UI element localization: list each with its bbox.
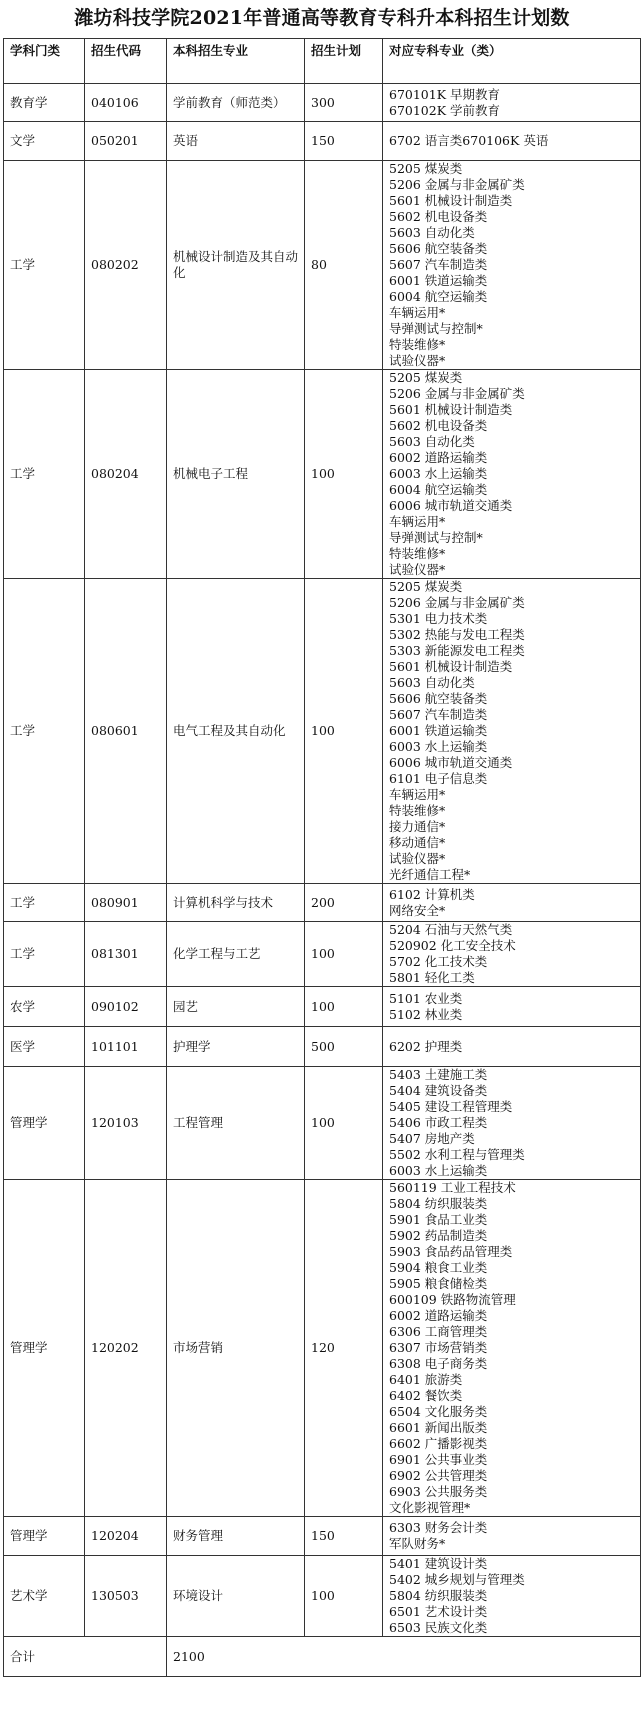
college-major-item: 试验仪器* [389,851,446,866]
college-major-item: 5601 机械设计制造类 [389,193,513,208]
total-value: 2100 [167,1637,641,1677]
row-code: 080204 [85,370,167,579]
table-row [4,122,641,161]
college-major-item: 导弹测试与控制* [389,530,483,545]
row-code: 080901 [85,884,167,922]
row-college-majors [383,161,641,370]
college-major-item: 520902 化工安全技术 [389,938,516,953]
row-category: 工学 [4,884,85,922]
header-plan: 招生计划 [305,39,383,84]
college-major-item: 5405 建设工程管理类 [389,1099,513,1114]
row-major: 环境设计 [167,1556,305,1637]
college-major-item: 车辆运用* [389,787,446,802]
row-college-majors [383,84,641,122]
enrollment-plan-table [3,38,641,1677]
table-row [4,370,641,579]
college-major-item: 5101 农业类 [389,990,463,1006]
college-major-item: 网络安全* [389,902,446,918]
row-code: 120204 [85,1517,167,1556]
row-category: 艺术学 [4,1556,85,1637]
row-college-majors [383,922,641,987]
college-major-item: 6006 城市轨道交通类 [389,498,513,513]
college-major-item: 6003 水上运输类 [389,466,488,481]
college-major-item: 5902 药品制造类 [389,1228,488,1243]
row-category: 管理学 [4,1517,85,1556]
college-major-item: 5502 水利工程与管理类 [389,1147,525,1162]
college-major-item: 6307 市场营销类 [389,1340,488,1355]
college-major-item: 6004 航空运输类 [389,482,488,497]
college-major-item: 5804 纺织服装类 [389,1588,488,1603]
row-plan: 100 [305,987,383,1027]
row-plan: 100 [305,1067,383,1180]
college-major-item: 6202 护理类 [389,1038,463,1054]
college-major-item: 6401 旅游类 [389,1372,463,1387]
row-college-majors [383,1517,641,1556]
header-major: 本科招生专业 [167,39,305,84]
college-major-item: 6003 水上运输类 [389,739,488,754]
row-code: 090102 [85,987,167,1027]
college-major-item: 6002 道路运输类 [389,1308,488,1323]
college-major-item: 5406 市政工程类 [389,1115,488,1130]
row-code: 130503 [85,1556,167,1637]
college-major-item: 5602 机电设备类 [389,209,488,224]
college-major-item: 600109 铁路物流管理 [389,1292,516,1307]
college-major-item: 导弹测试与控制* [389,321,483,336]
college-major-item: 5403 土建施工类 [389,1067,488,1082]
college-major-item: 6003 水上运输类 [389,1163,488,1178]
college-major-item: 5903 食品药品管理类 [389,1244,513,1259]
college-major-item: 6303 财务会计类 [389,1520,488,1535]
college-major-item: 6306 工商管理类 [389,1324,488,1339]
row-major: 市场营销 [167,1180,305,1517]
table-row [4,84,641,122]
table-row [4,1180,641,1517]
college-major-item: 5205 煤炭类 [389,161,463,176]
college-major-item: 5206 金属与非金属矿类 [389,595,525,610]
college-major-item: 5804 纺织服装类 [389,1196,488,1211]
table-header-row [4,39,641,84]
college-major-item: 670102K 学前教育 [389,102,501,118]
row-major: 机械设计制造及其自动化 [167,161,305,370]
college-major-item: 5601 机械设计制造类 [389,402,513,417]
row-college-majors [383,370,641,579]
college-major-item: 接力通信* [389,819,446,834]
row-category: 管理学 [4,1180,85,1517]
college-major-item: 5607 汽车制造类 [389,707,488,722]
row-major: 英语 [167,122,305,161]
college-major-item: 5407 房地产类 [389,1131,475,1146]
college-major-item: 560119 工业工程技术 [389,1180,516,1195]
college-major-item: 5904 粮食工业类 [389,1260,488,1275]
college-major-item: 6602 广播影视类 [389,1436,488,1451]
row-major: 护理学 [167,1027,305,1067]
row-plan: 100 [305,1556,383,1637]
row-college-majors [383,1556,641,1637]
college-major-item: 5404 建筑设备类 [389,1083,488,1098]
row-major: 园艺 [167,987,305,1027]
row-major: 机械电子工程 [167,370,305,579]
row-college-majors [383,987,641,1027]
row-college-majors [383,1027,641,1067]
college-major-item: 军队财务* [389,1536,446,1551]
row-plan: 200 [305,884,383,922]
college-major-item: 6308 电子商务类 [389,1356,488,1371]
college-major-item: 特装维修* [389,803,446,818]
row-category: 工学 [4,370,85,579]
table-row [4,922,641,987]
college-major-item: 6501 艺术设计类 [389,1604,488,1619]
college-major-item: 文化影视管理* [389,1500,471,1515]
row-plan: 300 [305,84,383,122]
row-major: 电气工程及其自动化 [167,579,305,884]
college-major-item: 6402 餐饮类 [389,1388,463,1403]
college-major-item: 6001 铁道运输类 [389,723,488,738]
row-plan: 80 [305,161,383,370]
college-major-item: 5102 林业类 [389,1006,463,1022]
row-category: 医学 [4,1027,85,1067]
college-major-item: 5901 食品工业类 [389,1212,488,1227]
row-major: 学前教育（师范类） [167,84,305,122]
college-major-item: 5206 金属与非金属矿类 [389,386,525,401]
row-code: 080601 [85,579,167,884]
college-major-item: 特装维修* [389,546,446,561]
college-major-item: 5607 汽车制造类 [389,257,488,272]
table-row [4,161,641,370]
college-major-item: 试验仪器* [389,562,446,577]
college-major-item: 移动通信* [389,835,446,850]
row-plan: 500 [305,1027,383,1067]
college-major-item: 6102 计算机类 [389,886,475,902]
college-major-item: 5603 自动化类 [389,225,475,240]
college-major-item: 6504 文化服务类 [389,1404,488,1419]
college-major-item: 特装维修* [389,337,446,352]
row-college-majors [383,1180,641,1517]
college-major-item: 5301 电力技术类 [389,611,488,626]
college-major-item: 车辆运用* [389,514,446,529]
college-major-item: 5303 新能源发电工程类 [389,643,525,658]
total-row [4,1637,641,1677]
row-code: 120103 [85,1067,167,1180]
row-code: 101101 [85,1027,167,1067]
row-college-majors [383,579,641,884]
table-row [4,1027,641,1067]
row-category: 教育学 [4,84,85,122]
table-row [4,987,641,1027]
college-major-item: 试验仪器* [389,353,446,368]
row-plan: 100 [305,922,383,987]
row-category: 文学 [4,122,85,161]
college-major-item: 5205 煤炭类 [389,579,463,594]
header-code: 招生代码 [85,39,167,84]
college-major-item: 5603 自动化类 [389,675,475,690]
college-major-item: 6903 公共服务类 [389,1484,488,1499]
college-major-item: 5401 建筑设计类 [389,1556,488,1571]
row-code: 050201 [85,122,167,161]
college-major-item: 5206 金属与非金属矿类 [389,177,525,192]
header-college-majors: 对应专科专业（类） [383,39,641,84]
college-major-item: 6004 航空运输类 [389,289,488,304]
row-plan: 120 [305,1180,383,1517]
row-plan: 100 [305,579,383,884]
college-major-item: 6006 城市轨道交通类 [389,755,513,770]
total-label: 合计 [4,1637,167,1677]
college-major-item: 5205 煤炭类 [389,370,463,385]
college-major-item: 6002 道路运输类 [389,450,488,465]
table-row [4,579,641,884]
college-major-item: 6902 公共管理类 [389,1468,488,1483]
college-major-item: 6001 铁道运输类 [389,273,488,288]
college-major-item: 6601 新闻出版类 [389,1420,488,1435]
row-major: 财务管理 [167,1517,305,1556]
table-row [4,1556,641,1637]
row-code: 080202 [85,161,167,370]
college-major-item: 5702 化工技术类 [389,954,488,969]
row-major: 计算机科学与技术 [167,884,305,922]
college-major-item: 5602 机电设备类 [389,418,488,433]
row-code: 081301 [85,922,167,987]
college-major-item: 670101K 早期教育 [389,86,501,102]
college-major-item: 5905 粮食储检类 [389,1276,488,1291]
college-major-item: 5606 航空装备类 [389,241,488,256]
college-major-item: 6101 电子信息类 [389,771,488,786]
row-category: 工学 [4,161,85,370]
row-code: 120202 [85,1180,167,1517]
row-category: 工学 [4,922,85,987]
row-plan: 150 [305,122,383,161]
college-major-item: 5603 自动化类 [389,434,475,449]
table-row [4,1517,641,1556]
college-major-item: 5601 机械设计制造类 [389,659,513,674]
college-major-item: 5606 航空装备类 [389,691,488,706]
row-category: 工学 [4,579,85,884]
row-major: 化学工程与工艺 [167,922,305,987]
row-major: 工程管理 [167,1067,305,1180]
row-plan: 150 [305,1517,383,1556]
row-college-majors [383,1067,641,1180]
table-row [4,1067,641,1180]
row-plan: 100 [305,370,383,579]
row-category: 农学 [4,987,85,1027]
page-title: 潍坊科技学院2021年普通高等教育专科升本科招生计划数 [74,7,570,29]
college-major-item: 6901 公共事业类 [389,1452,488,1467]
row-college-majors [383,122,641,161]
row-category: 管理学 [4,1067,85,1180]
table-row [4,884,641,922]
college-major-item: 6702 语言类670106K 英语 [389,133,549,148]
header-category: 学科门类 [4,39,85,84]
row-college-majors [383,884,641,922]
college-major-item: 光纤通信工程* [389,867,471,882]
college-major-item: 5302 热能与发电工程类 [389,627,525,642]
college-major-item: 车辆运用* [389,305,446,320]
college-major-item: 5204 石油与天然气类 [389,922,513,937]
college-major-item: 6503 民族文化类 [389,1620,488,1635]
college-major-item: 5801 轻化工类 [389,970,475,985]
row-code: 040106 [85,84,167,122]
college-major-item: 5402 城乡规划与管理类 [389,1572,525,1587]
